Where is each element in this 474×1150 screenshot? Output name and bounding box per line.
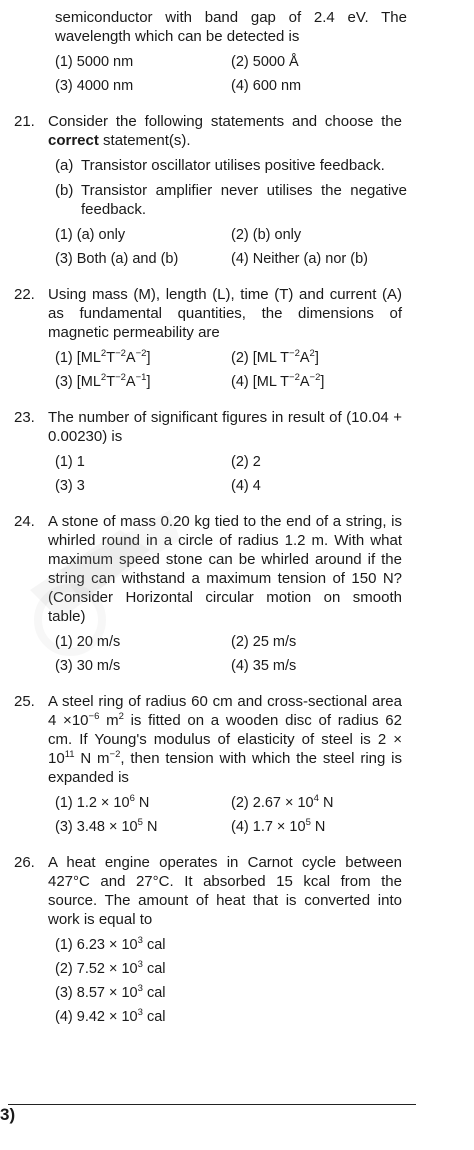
q20-option-1[interactable]: (1) 5000 nm	[55, 54, 134, 70]
q23-options	[55, 450, 415, 498]
q22-number: 22.	[14, 286, 35, 303]
q22-option-1[interactable]: (1) $[ML^2T^{-2}A^{-2}]$	[55, 348, 151, 366]
q26-option-4[interactable]: (4) $9.42 \times 10^3$ cal	[55, 1007, 166, 1025]
q26-text: A heat engine operates in Carnot cycle between 427°C and 27°C. It absorbed 15 kcal from the source. The amount of heat that is converted into work is equal to	[48, 854, 402, 928]
q21-options	[55, 223, 415, 271]
q26-option-1[interactable]: (1) $6.23 \times 10^3$ cal	[55, 935, 166, 953]
q24-option-3[interactable]: (3) 30 m/s	[55, 658, 121, 674]
q26-option-3[interactable]: (3) $8.57 \times 10^3$ cal	[55, 983, 166, 1001]
q26-number: 26.	[14, 854, 35, 871]
statement-text: Transistor amplifier never utilises the negative feedback.	[81, 182, 407, 218]
q20-option-3[interactable]: (3) 4000 nm	[55, 78, 134, 94]
q23-text: The number of significant figures in result of (10.04 + 0.00230) is	[48, 409, 402, 445]
q25-option-3[interactable]: (3) $3.48 \times 10^5$ N	[55, 817, 158, 835]
question-23	[0, 408, 474, 446]
q24-options	[55, 630, 415, 678]
footer-divider	[8, 1104, 416, 1105]
q24-number: 24.	[14, 513, 35, 530]
q25-options	[55, 791, 415, 839]
q22-option-4[interactable]: (4) [ML $T^{-2}A^{-2}$]	[231, 372, 325, 390]
q21-option-1[interactable]: (1) (a) only	[55, 227, 126, 243]
question-26	[0, 853, 474, 929]
footer-mark: 3)	[0, 1105, 16, 1124]
question-24	[0, 512, 474, 626]
q24-option-2[interactable]: (2) 25 m/s	[231, 634, 297, 650]
q23-option-3[interactable]: (3) 3	[55, 478, 85, 494]
q24-text: A stone of mass 0.20 kg tied to the end of a string, is whirled round in a circle of radius 1.2 m. With what maximum speed stone can be whirled around if the string can withstand a maximum tension of 150 N? (Consider Horizontal circular motion on smooth table)	[48, 513, 402, 625]
q22-text: Using mass (M), length (L), time (T) and current (A) as fundamental quantities, the dimensions of magnetic permeability are	[48, 286, 402, 341]
q22-option-3[interactable]: (3) $[ML^2T^{-2}A^{-1}]$	[55, 372, 151, 390]
q24-option-1[interactable]: (1) 20 m/s	[55, 634, 121, 650]
q23-option-2[interactable]: (2) 2	[231, 454, 261, 470]
q21-option-3[interactable]: (3) Both (a) and (b)	[55, 251, 179, 267]
q20-option-4[interactable]: (4) 600 nm	[231, 78, 302, 94]
q21-text: Consider the following statements and choose the correct statement(s).	[48, 113, 402, 149]
q20-stem: semiconductor with band gap of 2.4 eV. The wavelength which can be detected is	[55, 9, 407, 45]
q21-number: 21.	[14, 113, 35, 130]
q25-option-2[interactable]: (2) $2.67 \times 10^4$ N	[231, 793, 334, 811]
q26-options	[55, 933, 415, 1029]
q23-number: 23.	[14, 409, 35, 426]
q21-statement-b	[55, 181, 410, 219]
q25-option-4[interactable]: (4) $1.7 \times 10^5$ N	[231, 817, 326, 835]
q26-option-2[interactable]: (2) $7.52 \times 10^3$ cal	[55, 959, 166, 977]
question-21	[0, 112, 474, 150]
statement-text: Transistor oscillator utilises positive feedback.	[81, 157, 385, 174]
question-22	[0, 285, 474, 342]
q25-number: 25.	[14, 693, 35, 710]
q23-option-1[interactable]: (1) 1	[55, 454, 85, 470]
statement-label: (b)	[55, 182, 74, 199]
q20-options	[55, 50, 415, 98]
question-25	[0, 692, 474, 787]
q23-option-4[interactable]: (4) 4	[231, 478, 261, 494]
q21-option-4[interactable]: (4) Neither (a) nor (b)	[231, 251, 368, 267]
q25-text: A steel ring of radius 60 cm and cross-sectional area $4 \times 10^{-6}$ $m^2$ is fitted on a wooden disc of radius 62 cm. If Young's modulus of elasticity of steel is $2 \times 10^{11}$ N $m^{-2}$, then tension with which the steel ring is expanded is	[48, 693, 402, 786]
statement-label: (a)	[55, 157, 74, 174]
q20-option-2[interactable]: (2) 5000 Å	[231, 54, 299, 70]
q22-option-2[interactable]: (2) [ML $T^{-2}A^2$]	[231, 348, 319, 366]
q21-statement-a	[55, 156, 410, 175]
q21-option-2[interactable]: (2) (b) only	[231, 227, 302, 243]
q25-option-1[interactable]: (1) $1.2 \times 10^6$ N	[55, 793, 150, 811]
q24-option-4[interactable]: (4) 35 m/s	[231, 658, 297, 674]
q22-options	[55, 346, 415, 394]
